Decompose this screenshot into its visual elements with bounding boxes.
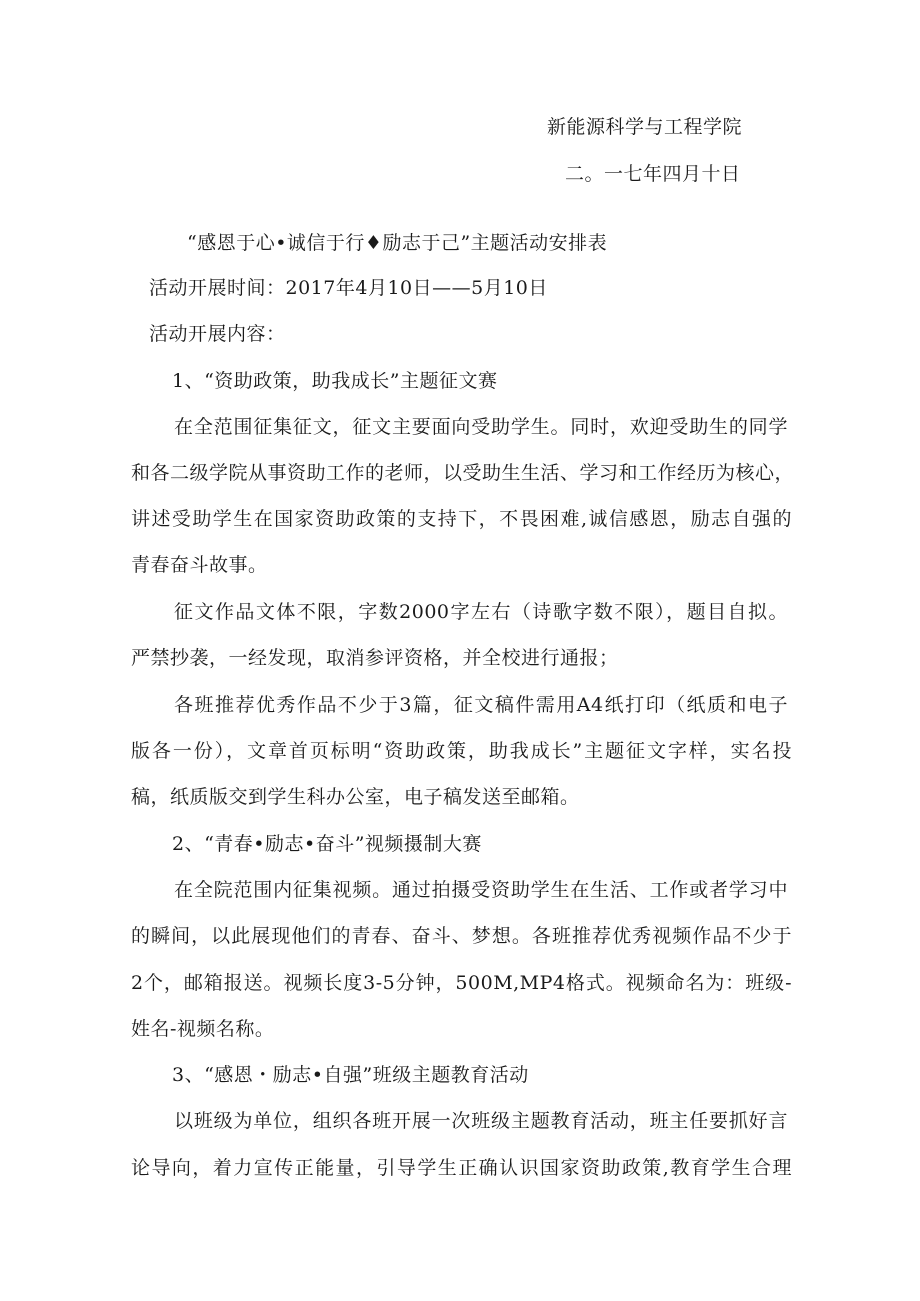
- section-2-paragraph-line: 姓名-视频名称。: [131, 1018, 275, 1040]
- section-2-paragraph-line: 的瞬间，以此展现他们的青春、奋斗、梦想。各班推荐优秀视频作品不少于: [131, 925, 792, 947]
- section-1-paragraph-3-line: 各班推荐优秀作品不少于3篇，征文稿件需用A4纸打印（纸质和电子: [174, 694, 788, 716]
- section-3-heading: 3、“感恩・励志•自强”班级主题教育活动: [172, 1064, 529, 1086]
- section-3-paragraph-line: 以班级为单位，组织各班开展一次班级主题教育活动，班主任要抓好言: [174, 1110, 788, 1132]
- section-1-paragraph-1-line: 青春奋斗故事。: [131, 554, 268, 576]
- section-1-paragraph-3-line: 稿，纸质版交到学生科办公室，电子稿发送至邮箱。: [131, 786, 580, 808]
- document-date: 二。一七年四月十日: [565, 163, 741, 185]
- section-1-paragraph-1-line: 在全范围征集征文，征文主要面向受助学生。同时，欢迎受助生的同学: [174, 416, 788, 438]
- document-title: “感恩于心•诚信于行♦励志于己”主题活动安排表: [187, 232, 608, 254]
- section-1-heading: 1、“资助政策，助我成长”主题征文赛: [172, 370, 498, 392]
- section-2-heading: 2、“青春•励志•奋斗”视频摄制大赛: [172, 833, 482, 855]
- section-1-paragraph-1-line: 和各二级学院从事资助工作的老师，以受助生生活、学习和工作经历为核心，: [131, 462, 795, 484]
- institution-name: 新能源科学与工程学院: [547, 116, 743, 138]
- section-2-paragraph-line: 2个，邮箱报送。视频长度3-5分钟，500M,MP4格式。视频命名为：班级-: [131, 972, 792, 994]
- section-1-paragraph-3-line: 版各一份），文章首页标明“资助政策，助我成长”主题征文字样，实名投: [131, 740, 792, 762]
- section-1-paragraph-1-line: 讲述受助学生在国家资助政策的支持下，不畏困难,诚信感恩，励志自强的: [131, 508, 792, 530]
- activity-time: 活动开展时间：2017年4月10日——5月10日: [149, 277, 548, 299]
- section-1-paragraph-2-line: 征文作品文体不限，字数2000字左右（诗歌字数不限），题目自拟。: [174, 601, 788, 623]
- section-3-paragraph-line: 论导向，着力宣传正能量，引导学生正确认识国家资助政策,教育学生合理: [131, 1157, 792, 1179]
- section-2-paragraph-line: 在全院范围内征集视频。通过拍摄受资助学生在生活、工作或者学习中: [174, 879, 788, 901]
- section-1-paragraph-2-line: 严禁抄袭，一经发现，取消参评资格，并全校进行通报；: [131, 647, 619, 669]
- activity-content-label: 活动开展内容：: [149, 323, 286, 345]
